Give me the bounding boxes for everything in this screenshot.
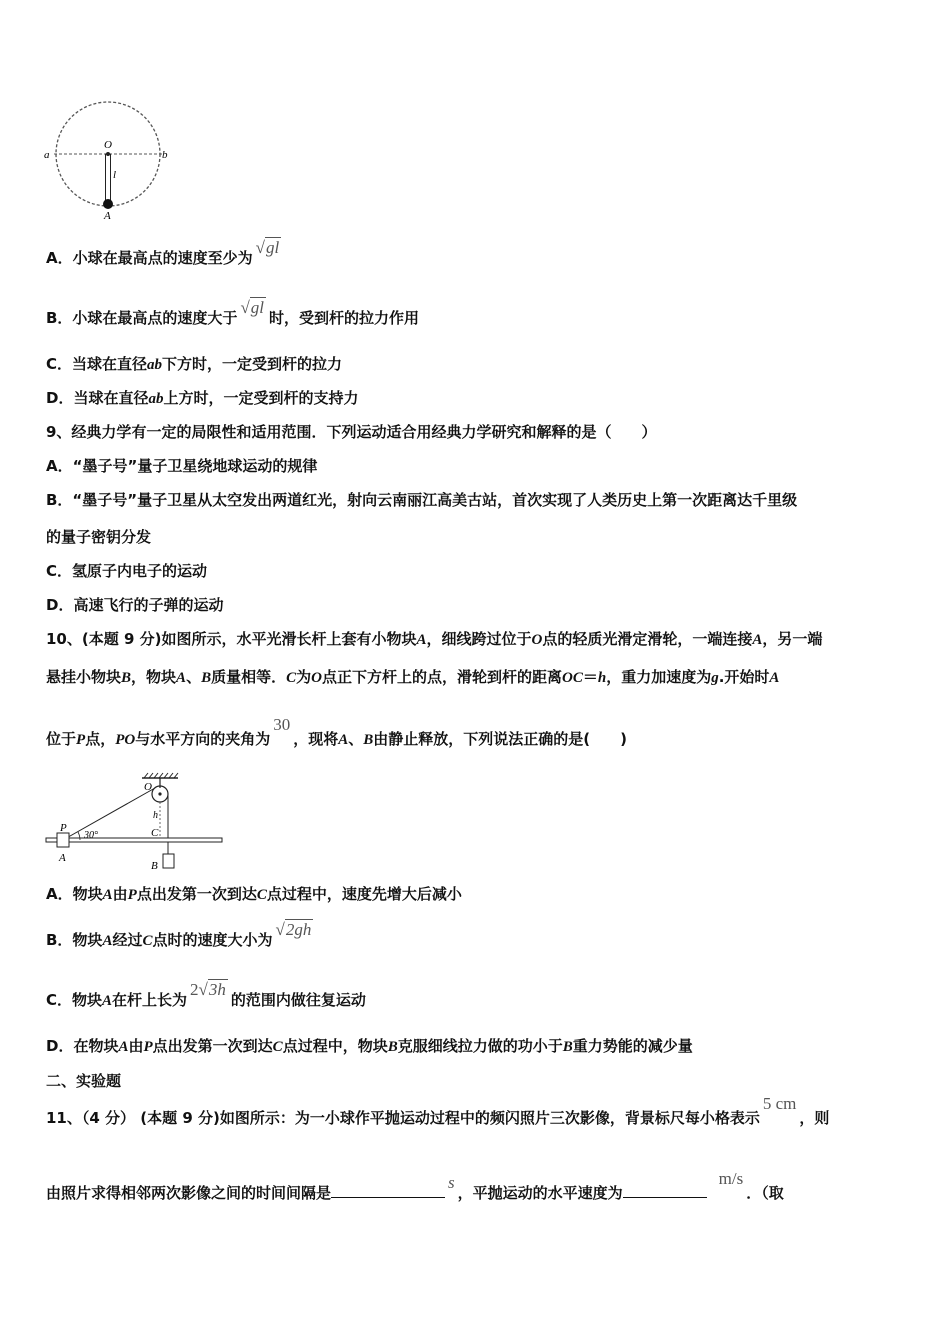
q10-stem-line3: 位于P点，PO与水平方向的夹角为30，现将A、B由静止释放，下列说法正确的是( ) [46, 715, 627, 748]
label-o: O [104, 139, 112, 151]
q10-stem-line1: 10、(本题 9 分)如图所示，水平光滑长杆上套有小物块A，细线跨过位于O点的轻质光滑定滑轮，一端连接A，另一端 [46, 630, 823, 648]
horizontal-speed-blank[interactable] [623, 1183, 707, 1198]
label-A: A [104, 210, 111, 222]
q8-option-c[interactable]: C．当球在直径ab下方时，一定受到杆的拉力 [46, 355, 343, 373]
circle-rod-figure [40, 96, 180, 222]
label-P: P [60, 822, 67, 834]
label-l: l [113, 169, 117, 181]
q10-option-b[interactable]: B．物块A经过C点时的速度大小为√2gh [46, 920, 312, 949]
q9-option-d[interactable]: D．高速飞行的子弹的运动 [46, 596, 224, 614]
q10-option-c[interactable]: C．物块A在杆上长为2√3h的范围内做往复运动 [46, 980, 366, 1009]
label-angle: 30° [84, 830, 98, 841]
q9-option-b-cont: 的量子密钥分发 [46, 528, 152, 546]
label-A: A [59, 852, 66, 864]
q9-stem: 9、经典力学有一定的局限性和适用范围．下列运动适合用经典力学研究和解释的是（ ） [46, 423, 657, 441]
label-B: B [151, 860, 158, 872]
q9-option-b[interactable]: B．“墨子号”量子卫星从太空发出两道红光，射向云南丽江高美古站，首次实现了人类历史上第一次距离达千里级 [46, 491, 798, 509]
q10-stem-line2: 悬挂小物块B，物块A、B质量相等．C为O点正下方杆上的点，滑轮到杆的距离OC＝h，重力加速度为g.开始时A [46, 668, 780, 686]
label-O: O [144, 781, 152, 793]
q9-option-a[interactable]: A．“墨子号”量子卫星绕地球运动的规律 [46, 457, 318, 475]
pulley-rod-figure [42, 770, 226, 872]
q8-option-a[interactable]: A．小球在最高点的速度至少为√gl [46, 238, 280, 267]
label-a: a [44, 149, 50, 161]
section-heading: 二、实验题 [46, 1072, 122, 1090]
q9-option-c[interactable]: C．氢原子内电子的运动 [46, 562, 208, 580]
q11-stem-line1: 11、（4 分） (本题 9 分)如图所示：为一小球作平抛运动过程中的频闪照片三次影像，背景标尺每小格表示5 cm，则 [46, 1094, 830, 1127]
label-h: h [153, 810, 158, 821]
label-C: C [151, 827, 159, 839]
q10-option-d[interactable]: D．在物块A由P点出发第一次到达C点过程中，物块B克服细线拉力做的功小于B重力势能的减少量 [46, 1037, 693, 1055]
label-b: b [162, 149, 168, 161]
q8-option-d[interactable]: D．当球在直径ab上方时，一定受到杆的支持力 [46, 389, 359, 407]
q10-option-a[interactable]: A．物块A由P点出发第一次到达C点过程中，速度先增大后减小 [46, 885, 462, 903]
q11-stem-line2: 由照片求得相邻两次影像之间的时间间隔是s，平抛运动的水平速度为m/s．（取 [46, 1169, 784, 1202]
time-interval-blank[interactable] [331, 1183, 445, 1198]
q8-option-b[interactable]: B．小球在最高点的速度大于√gl时，受到杆的拉力作用 [46, 298, 420, 327]
